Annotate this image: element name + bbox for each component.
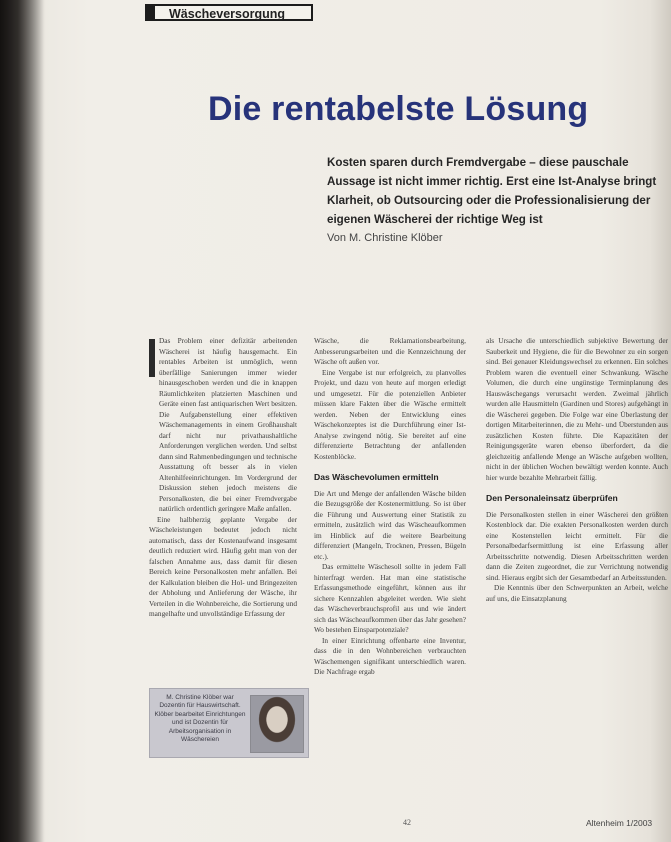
paragraph: als Ursache die unterschiedlich subjektive Bewertung der Sauberkeit und Hygiene, die für die Bewohner zu ein sorgen sind. Bei genauer Kleidungswechsel zu erkennen. Ein solches Problem waren die eventuell einer Schwankung. Wäsche Volumen, die durch eine ungünstige Terminplanung des Hauswäschegangs verursacht werden. Zweimal jährlich wurden alle Hausmitteln (Gardinen und Stores) aufgehängt in die Wäscherei gegeben. Die Folge war eine Überlastung der dortigen Mitarbeiterinnen, die zu Mehr- und Überstunden aus zusätzlichen Kosten führte. Die Kapazitäten der Reinigungsgeräte waren ebenso überfordert, da die gleichzeitig anfallende Menge an Wäsche aufgeben wollten, nicht in der üblichen Wochen bewältigt werden konnte. Auch hier wurde bezahlte Mehrarbeit fällig. <box>486 336 668 482</box>
lead-paragraph: Kosten sparen durch Fremdvergabe – diese pauschale Aussage ist nicht immer richtig. Erst eine Ist-Analyse bringt Klarheit, ob Outsourcing oder die Professionalisierung der eigenen Wäscherei der richtige Weg ist <box>327 156 657 226</box>
binding-shadow <box>0 0 46 842</box>
magazine-footer: Altenheim 1/2003 <box>586 818 653 828</box>
paragraph: Die Personalkosten stellen in einer Wäscherei den größten Kostenblock dar. Die exakten Personalkosten werden durch eine Kostenstellen leicht ermittelt. Für die Personalbedarfsermittlung ist eine Erfassung aller Arbeitsschritte notwendig. Diesen Arbeitsschritten werden dann die Zeiten zugeordnet, die zur Verrichtung notwendig sind. Hieraus ergibt sich der Gesamtbedarf an Arbeitsstunden. <box>486 509 668 582</box>
paragraph: Eine halbherzig geplante Vergabe der Wäscheleistungen bedeutet jedoch nicht automatisch, dass der Kostenaufwand insgesamt deutlich reduziert wird. Häufig geht man von der falschen Annahme aus, dass damit für diesen Bereich keine Personalkosten mehr anfallen. Bei der Kalkulation bleiben die Hol- und Bringezeiten der Abholung und Anlieferung der Wäsche, ihr Verteilen in die Wohnbereiche, die Sortierung und mangelhafte und unvollständige Erfassung der <box>149 514 297 618</box>
paragraph: Wäsche, die Reklamationsbearbeitung, Anbesserungsarbeiten und die Kennzeichnung der Wäsche oft außen vor. <box>314 336 466 366</box>
paragraph: Das Problem einer defizitär arbeitenden Wäscherei ist häufig hausgemacht. Ein rentables Arbeiten ist unmöglich, wenn überfällige Sanierungen immer wieder hinausgeschoben werden und die in knappen Räumlichkeiten platzierten Maschinen und Geräte einen fast antiquarischen Wert besitzen. Die Aufgabenstellung einer effektiven Wäschemanagements in einem Großhaushalt darf nicht nur privathaushaltliche Anforderungen verglichen werden. Und selbst dann sind Rahmenbedingungen und technische Ausstattung oft besser als in vielen Altenhilfeeinrichtungen. Im Vordergrund der Diskussion stehen jedoch meistens die Personalkosten, die bei einer Fremdvergabe natürlich ordentlich geringere Maße anfallen. <box>159 336 297 513</box>
byline: Von M. Christine Klöber <box>327 232 443 244</box>
column-2 <box>314 336 466 678</box>
page-number: 42 <box>403 818 411 827</box>
headline: Die rentabelste Lösung <box>208 90 589 128</box>
column-1 <box>149 336 297 620</box>
paragraph: Das ermittelte Wäschesoll sollte in jedem Fall hinterfragt werden. Hat man eine statistische Erfassungsmethode eingeführt, können aus ihr sichere Kennzahlen abgeleitet werden. Wie sieht das Wäscheverbrauchsprofil aus und wie ändert sich das Wäscheaufkommen über das Jahr gesehen? Wo bestehen Einsparpotenziale? <box>314 562 466 634</box>
paragraph: Die Kenntnis über den Schwerpunkten an Arbeit, welche auf uns, die Einsatzplanung <box>486 583 668 603</box>
section-tag: Wäscheversorgung <box>145 4 313 21</box>
paragraph: In einer Einrichtung offenbarte eine Inventur, dass die in den Wohnbereichen verbrauchten Wäschemengen signifikant unterschiedlich waren. Die Nachfrage ergab <box>314 635 466 676</box>
author-bio: M. Christine Klöber war Dozentin für Hauswirtschaft. Klöber bearbeitet Einrichtungen und ist Dozentin für Arbeitsorganisation in Wäschereien <box>154 694 246 744</box>
author-photo <box>250 695 304 753</box>
paragraph: Eine Vergabe ist nur erfolgreich, zu planvolles Projekt, und dazu von heute auf morgen erledigt und umgesetzt. Für die potenziellen Anbieter müssen klare Fakten über die Wäsche ermittelt werden. Neben der Entwicklung eines Wäschekonzeptes ist die Durchführung einer Ist-Analyse zwingend nötig. Sie bereitet auf eine differenzierte Betrachtung der anfallenden Kostenblöcke. <box>314 367 466 461</box>
column-3 <box>486 336 668 604</box>
subheading-waeschevolumen: Das Wäschevolumen ermitteln <box>314 472 439 482</box>
author-box <box>149 688 309 758</box>
subheading-personaleinsatz: Den Personaleinsatz überprüfen <box>486 493 618 503</box>
paragraph: Die Art und Menge der anfallenden Wäsche bilden die Bezugsgröße der Kostenermittlung. So ist über die Führung und Auswertung einer Statistik zu ermitteln, zusätzlich wird das Wäscheaufkommen im Hinblick auf die weitere Bearbeitung differenziert (Mangeln, Trocknen, Pressen, Bügeln etc.). <box>314 488 466 561</box>
